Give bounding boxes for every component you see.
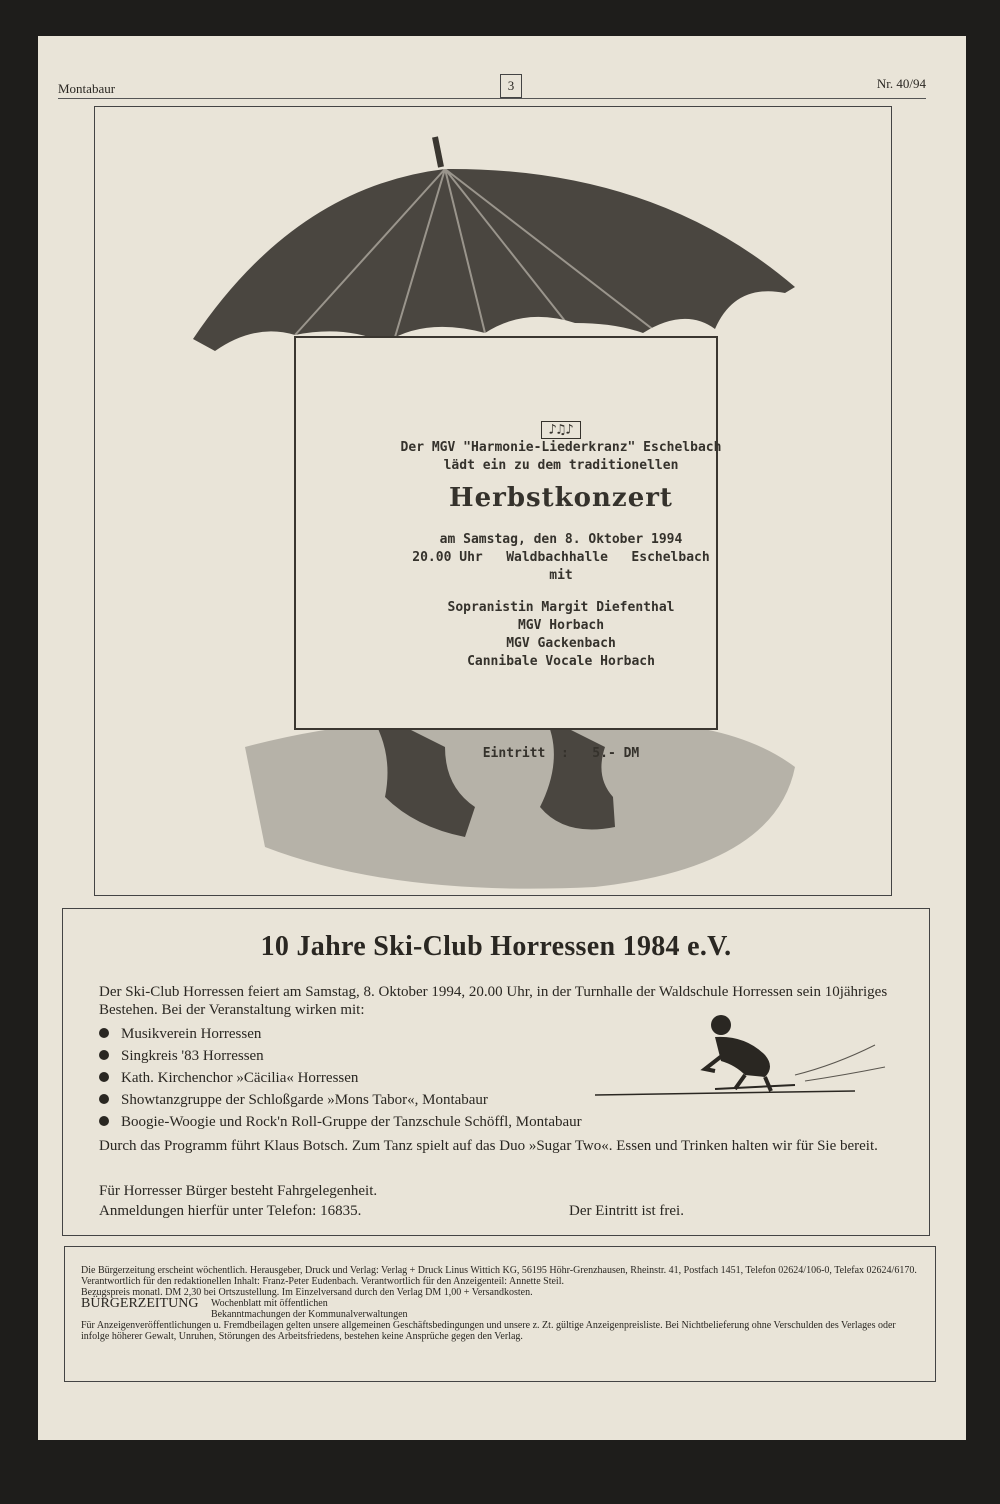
- ski-club-program: Durch das Programm führt Klaus Botsch. Zum Tanz spielt auf das Duo »Sugar Two«. Essen und Trinken halten wir für Sie bereit.: [99, 1138, 878, 1154]
- imprint-paper-name: BÜRGERZEITUNG: [81, 1296, 199, 1311]
- concert-line2: lädt ein zu dem traditionellen: [443, 458, 679, 473]
- ski-club-free-entry: Der Eintritt ist frei.: [569, 1203, 684, 1219]
- page-number: 3: [500, 74, 522, 98]
- list-item: Kath. Kirchenchor »Cäcilia« Horressen: [99, 1067, 582, 1089]
- lyre-icon: ♪♫♪: [541, 421, 580, 439]
- ski-club-ride: Für Horresser Bürger besteht Fahrgelegenheit.: [99, 1183, 378, 1199]
- imprint-price: Bezugspreis monatl. DM 2,30 bei Ortszustellung. Im Einzelversand durch den Verlag DM 1,00 + Versandkosten.: [81, 1287, 533, 1298]
- skier-illustration: [595, 1005, 895, 1105]
- bullet-icon: [99, 1094, 109, 1104]
- participants-list: [99, 1023, 582, 1133]
- bullet-icon: [99, 1116, 109, 1126]
- newspaper-page: [38, 36, 966, 1440]
- ski-club-intro: Der Ski-Club Horressen feiert am Samstag, 8. Oktober 1994, 20.00 Uhr, in der Turnhalle der Waldschule Horressen sein 10jähriges Bestehen. Bei der Veranstaltung wirken mit:: [99, 984, 888, 1018]
- concert-date: am Samstag, den 8. Oktober 1994: [439, 532, 683, 547]
- list-item: Musikverein Horressen: [99, 1023, 582, 1045]
- ski-club-registration: Anmeldungen hierfür unter Telefon: 16835.: [99, 1203, 362, 1219]
- performer: MGV Horbach: [517, 618, 605, 633]
- performer: Sopranistin Margit Diefenthal: [447, 600, 675, 615]
- list-item: Singkreis '83 Horressen: [99, 1045, 582, 1067]
- imprint-sub2: Bekanntmachungen der Kommunalverwaltungen: [210, 1309, 408, 1320]
- header-location: Montabaur: [58, 81, 116, 96]
- imprint-box: [64, 1246, 936, 1382]
- list-item: Boogie-Woogie und Rock'n Roll-Gruppe der Tanzschule Schöffl, Montabaur: [99, 1111, 582, 1133]
- concert-time-place: 20.00 Uhr Waldbachhalle Eschelbach: [412, 550, 710, 565]
- ski-club-advertisement: [62, 908, 930, 1236]
- concert-sign: [355, 407, 767, 787]
- concert-fee: Eintritt : 5.- DM: [482, 746, 640, 761]
- concert-title: Herbstkonzert: [449, 483, 673, 513]
- imprint-sub1: Wochenblatt mit öffentlichen: [210, 1298, 328, 1309]
- performer: MGV Gackenbach: [506, 636, 616, 651]
- imprint-terms: Für Anzeigenveröffentlichungen u. Fremdbeilagen gelten unsere allgemeinen Geschäftsbedingungen und unsere z. Zt. gültige Anzeigenpreisliste. Bei Nichtbelieferung ohne Verschulden des Verlages oder infolge höherer Gewalt, Unruhen, Störungen des Arbeitsfriedens, bestehen keine Ansprüche gegen den Verlag.: [81, 1320, 896, 1342]
- bullet-icon: [99, 1072, 109, 1082]
- performer: Cannibale Vocale Horbach: [467, 654, 655, 669]
- bullet-icon: [99, 1050, 109, 1060]
- ski-club-title: 10 Jahre Ski-Club Horressen 1984 e.V.: [260, 931, 732, 962]
- imprint-text: Die Bürgerzeitung erscheint wöchentlich. Herausgeber, Druck und Verlag: Verlag + Druck Linus Wittich KG, 56195 Höhr-Grenzhausen, Rheinstr. 41, Postfach 1451, Telefon 02624/106-0, Telefax 02624/6170. Verantwortlich für den redaktionellen Inhalt: Franz-Peter Eudenbach. Verantwortlich für den Anzeigenteil: Annette Steil.: [81, 1265, 917, 1287]
- issue-number: Nr. 40/94: [876, 76, 926, 91]
- page-header: [58, 78, 926, 99]
- concert-with: mit: [549, 568, 573, 583]
- bullet-icon: [99, 1028, 109, 1038]
- concert-line1: Der MGV "Harmonie-Liederkranz" Eschelbach: [400, 440, 722, 455]
- concert-advertisement: [94, 106, 892, 896]
- list-item: Showtanzgruppe der Schloßgarde »Mons Tabor«, Montabaur: [99, 1089, 582, 1111]
